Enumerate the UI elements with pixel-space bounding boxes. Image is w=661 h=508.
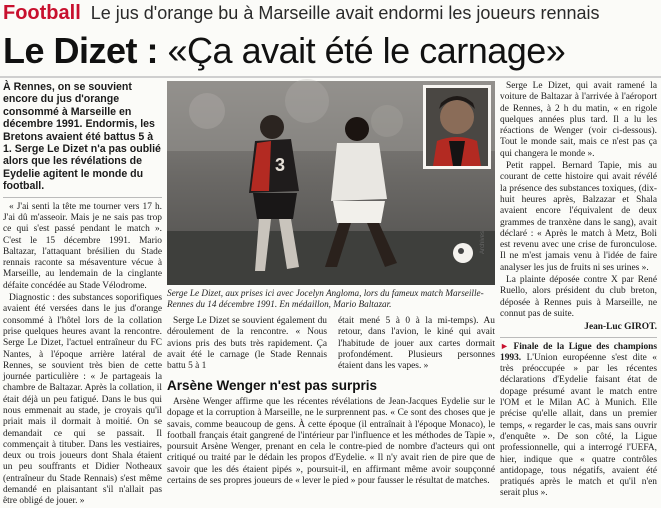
section-subhead: Arsène Wenger n'est pas surpris [167,378,378,393]
headline [3,30,658,74]
middle-column-c [338,316,495,376]
lead-separator [3,197,162,198]
triangle-bullet-icon: ► [500,340,509,351]
finale-title: Finale de la Ligue des champions 1993. [500,341,658,363]
wenger-paragraph: Arsène Wenger affirme que les récentes révélations de Jean-Jacques Eydelie sur le dopage et la corruption à Marseille, ne le surprennent pas. « Ce sont des choses que je savais, comme beaucoup de gens. À cette époque (il entraînait à l'époque Monaco), le football français était gangrené de l'intérieur par l'influence et les méthodes de Tapie », poursuit Arsène Wenger, prenant en cela le contre-pied de nombre d'acteurs qui ont critiqué ou traité par le dédain les propos d'Eydelie. « Il n'y avait rien de pire que de savoir que les dés étaient pipés », poursuit-il, en affirmant même avoir soupçonné certains de ses propres joueurs de « lever le pied » pour fausser le résultat de matches. [167,397,495,487]
finale-paragraph [500,341,657,500]
svg-text:3: 3 [275,155,286,175]
right-paragraph-2: Petit rappel. Bernard Tapie, mis au courant de cette histoire qui avait révélé la présence des substances toxiques, (dix-huit heures après, Balzazar et Shala avaient encore l'équivalent de deux grammes de tranxène dans le sang), avait déclaré : « Après le match à Metz, Boli est revenu avec une crise de furonculose. Il ne m'est jamais venu à l'idée de faire analyser les jus de fruits ni ses urines ». [500,161,657,273]
kicker [3,2,600,26]
kicker-subtitle: Le jus d'orange bu à Marseille avait endormi les joueurs rennais [90,3,600,23]
article-lead: À Rennes, on se souvient encore du jus d'orange consommé à Marseille en décembre 1991. Endormis, les Bretons avaient été battus 5 à 1. Serge Le Dizet n'a pas oublié alors que les révélations de Eydelie agitent le monde du football. [3,81,161,193]
wenger-section [167,397,495,501]
match-photo [167,81,495,285]
headline-name: Le Dizet : [3,30,159,71]
right-paragraph-3: La plainte déposée contre X par René Ruello, alors président du club breton, déposée à Rennes puis à Marseille, ne connut pas de suite. [500,275,657,319]
paragraph-2: Diagnostic : des substances soporifiques avaient été versées dans le jus d'orange consommé à l'hôtel lors de la collation prise quelques heures avant la rencontre. Serge Le Dizet, l'actuel entraîneur du FC Nantes, à l'époque arrière latéral de Rennes, se souvient très bien de cette journée particulière : « Je partageais la chambre de Baltazar. Après la collation, il était déjà un peu fatigué. Dans le bus qui nous emmenait au stade, je croyais qu'il priait mais il dormait à moitié. On se demandait ce qui se passait. Il commençait à tituber. Dans les vestiaires, deux ou trois joueurs dont Shala étaient un peu souffrants et Didier Notheaux (entraîneur du Stade Rennais) s'est même demandé en plaisantant s'il n'allait pas être obligé de jouer. » [3,293,162,507]
photo-caption: Serge Le Dizet, aux prises ici avec Jocelyn Angloma, lors du fameux match Marseille-Rennes du 14 décembre 1991. En médaillon, Mario Baltazar. [167,288,484,309]
match-photo-illustration [167,81,495,285]
finale-text: L'Union européenne s'est dite « très préoccupée » par les récentes déclarations d'Eydelie faisant état de dopage présumé avant le match entre l'OM et le Milan AC à Munich. Elle précise qu'elle allait, dans un premier temps, « regarder le cas, mais sans ouvrir d'enquête ». De son côté, la Ligue professionnelle, qui a interrogé l'UEFA, hier, indique que « quatre contrôles antidopage, tous négatifs, avaient été pratiqués après le match et qu'il n'en serait plus ». [500,352,657,499]
right-paragraph-1: Serge Le Dizet, qui avait ramené la voiture de Baltazar à l'arrivée à l'aéroport de Rennes, à 2 h du matin, « en rigole quelques années plus tard. Il a lu les réactions de Wenger (voir ci-dessous). Tout le monde sait, mais ce n'est pas ça qui changera le monde ». [500,81,657,159]
middle-column-b [167,316,327,376]
left-column [3,81,162,507]
right-separator [500,337,657,338]
middle-paragraph-b: Serge Le Dizet se souvient également du déroulement de la rencontre. « Nous avions pris des buts très rapidement. Ça avait été le carnage (le Stade Rennais battu 5 à 1 [167,316,327,372]
header-rule [0,76,661,78]
right-column [500,81,657,501]
photo-credit: Archives [480,230,486,254]
middle-paragraph-c: était mené 5 à 0 à la mi-temps). Au retour, dans l'avion, le kiné qui avait l'habitude de jouer aux cartes dormait profondément. Plusieurs personnes étaient dans les vapes. » [338,316,495,372]
paragraph-1: « J'ai senti la tête me tourner vers 17 h. J'ai dû m'asseoir. Mais je ne sais pas trop ce qui s'est passé pendant le match ». C'est le 15 décembre 1991. Mario Baltazar, l'attaquant brésilien du Stade rennais raconte sa mésaventure vécue à Marseille, au lendemain de la cinglante défaite concédée au Stade Vélodrome. [3,201,162,291]
author-signature: Jean-Luc GIROT. [584,322,657,333]
headline-quote: «Ça avait été le carnage» [167,30,566,71]
section-rubric: Football [3,2,81,24]
